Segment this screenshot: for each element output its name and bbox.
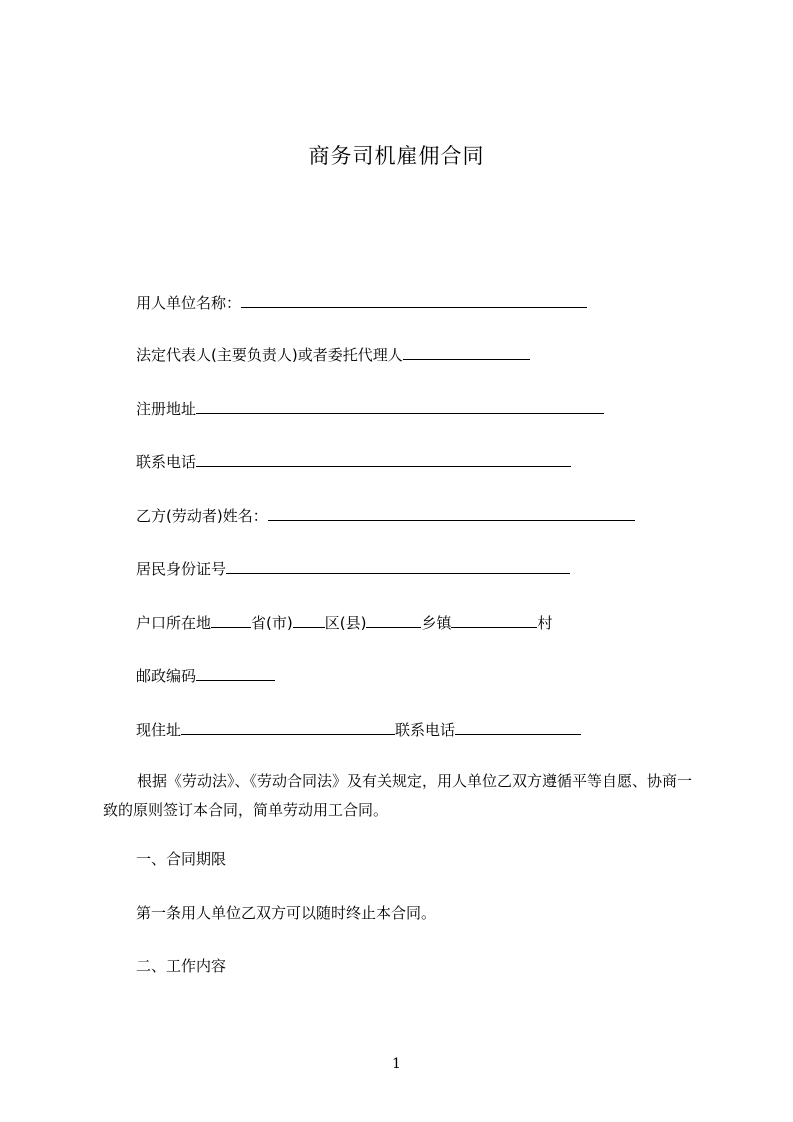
employer-name-label: 用人单位名称： — [136, 294, 242, 312]
postcode-blank[interactable] — [196, 664, 275, 681]
current-phone-label: 联系电话 — [395, 721, 456, 739]
hukou-district-label: 区(县) — [324, 614, 367, 632]
intro-paragraph-text: 根据《劳动法》、《劳动合同法》及有关规定，用人单位乙双方遵循平等自愿、协商一致的原则签订本合同，简单劳动用工合同。 — [103, 772, 693, 819]
reg-address-blank[interactable] — [196, 397, 604, 414]
employer-phone-blank[interactable] — [196, 450, 571, 467]
legal-rep-line — [136, 343, 530, 366]
employee-name-label: 乙方(劳动者)姓名： — [136, 507, 268, 525]
section2-heading: 二、工作内容 — [136, 957, 227, 975]
current-address-label: 现住址 — [136, 721, 182, 739]
hukou-district-blank[interactable] — [293, 611, 325, 628]
hukou-town-blank[interactable] — [366, 611, 421, 628]
id-number-label: 居民身份证号 — [136, 560, 227, 578]
current-phone-blank[interactable] — [455, 718, 581, 735]
employer-phone-label: 联系电话 — [136, 453, 197, 471]
employee-name-line — [136, 504, 635, 527]
employer-phone-line — [136, 450, 571, 473]
hukou-village-blank[interactable] — [451, 611, 537, 628]
hukou-province-label: 省(市) — [251, 614, 293, 632]
employee-name-blank[interactable] — [268, 504, 635, 521]
employer-name-line — [136, 291, 587, 314]
section1-heading: 一、合同期限 — [136, 850, 227, 868]
hukou-village-label: 村 — [537, 614, 553, 632]
current-address-blank[interactable] — [181, 718, 395, 735]
hukou-province-blank[interactable] — [211, 611, 251, 628]
id-number-blank[interactable] — [226, 557, 570, 574]
hukou-label: 户口所在地 — [136, 614, 212, 632]
legal-rep-label: 法定代表人(主要负责人)或者委托代理人 — [136, 346, 403, 364]
employer-name-blank[interactable] — [241, 291, 587, 308]
id-number-line — [136, 557, 570, 580]
hukou-line — [136, 611, 552, 634]
postcode-label: 邮政编码 — [136, 667, 197, 685]
article1-text: 第一条用人单位乙双方可以随时终止本合同。 — [136, 904, 437, 922]
current-address-line — [136, 718, 581, 741]
hukou-town-label: 乡镇 — [421, 614, 452, 632]
document-title: 商务司机雇佣合同 — [308, 144, 485, 168]
legal-rep-blank[interactable] — [403, 343, 530, 360]
postcode-line — [136, 664, 275, 687]
reg-address-line — [136, 397, 604, 420]
reg-address-label: 注册地址 — [136, 400, 197, 418]
page-number: 1 — [392, 1056, 401, 1072]
intro-paragraph — [103, 767, 703, 825]
